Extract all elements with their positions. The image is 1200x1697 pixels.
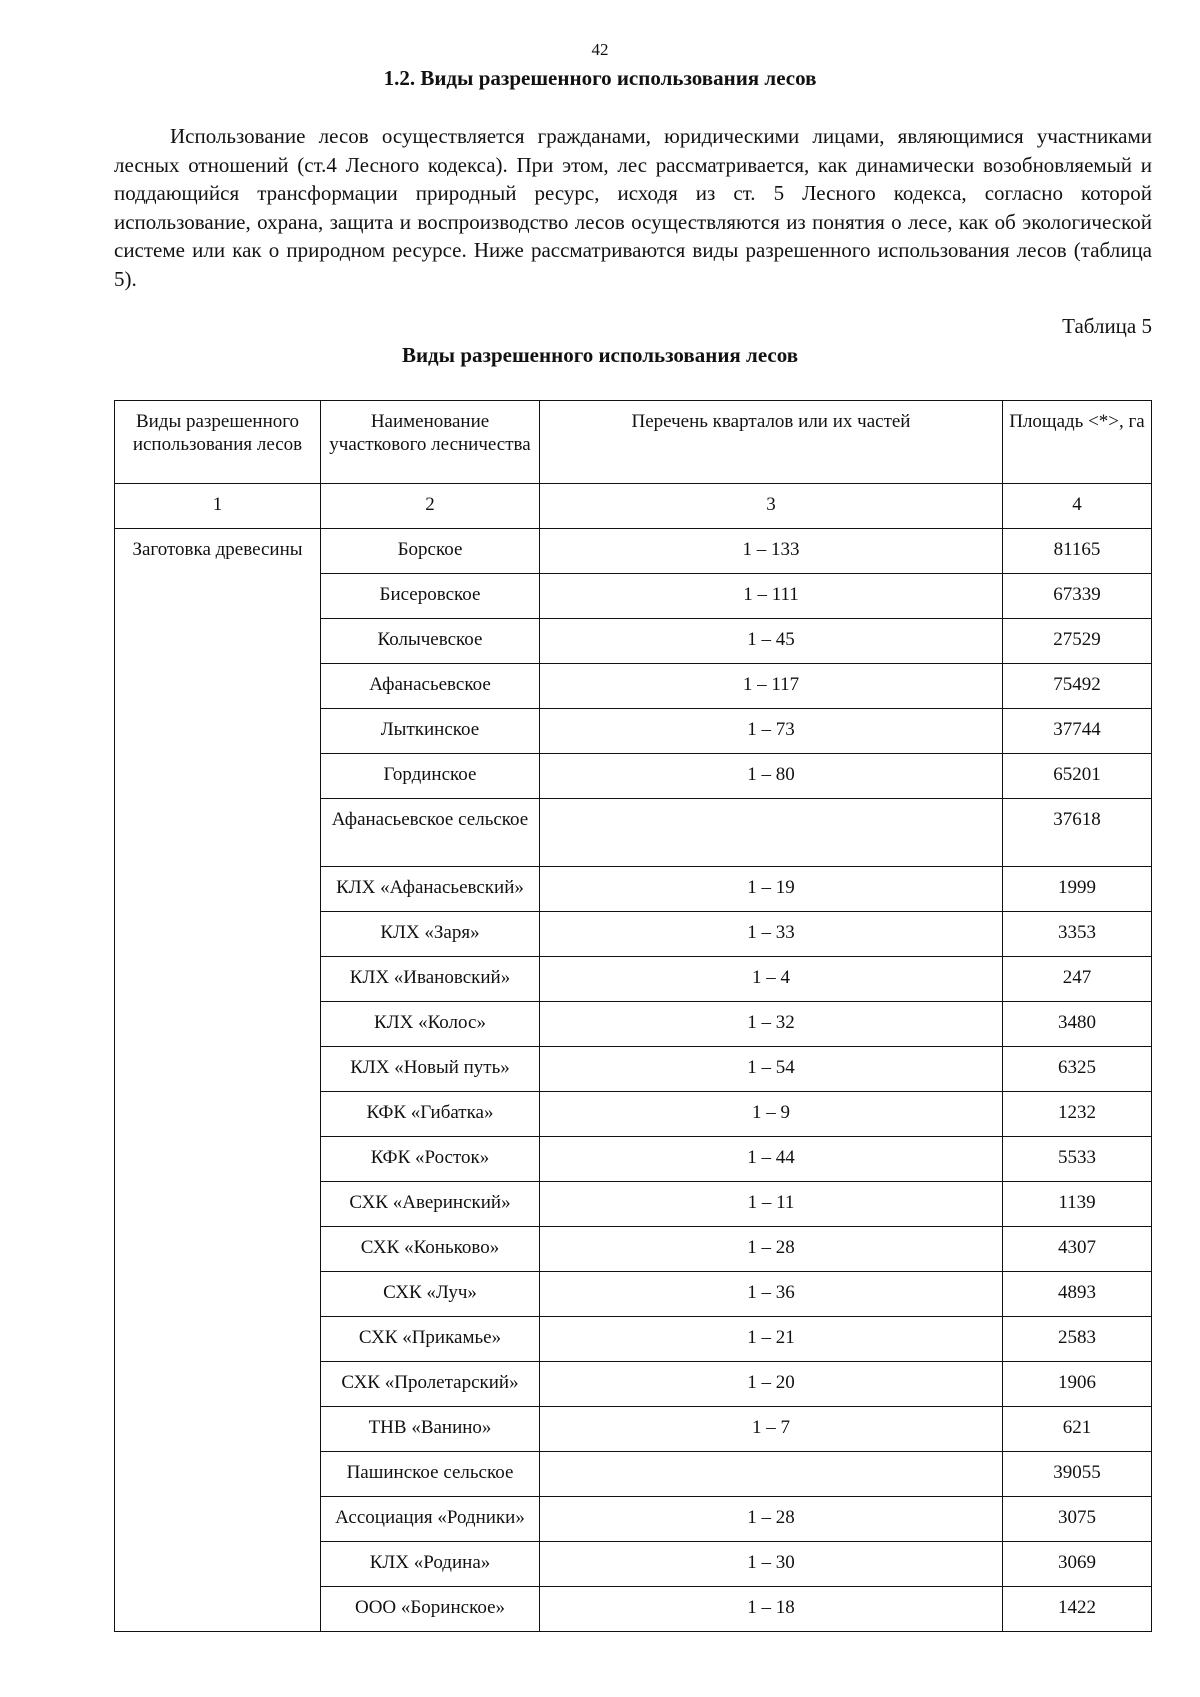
forestry-name-cell: Борское xyxy=(321,529,540,574)
header-use-type: Виды разрешенного использования лесов xyxy=(115,401,321,484)
quarters-cell: 1 – 80 xyxy=(540,754,1003,799)
area-cell: 1232 xyxy=(1003,1092,1152,1137)
quarters-cell: 1 – 54 xyxy=(540,1047,1003,1092)
forestry-name-cell: КФК «Росток» xyxy=(321,1137,540,1182)
forestry-name-cell: Бисеровское xyxy=(321,574,540,619)
quarters-cell: 1 – 32 xyxy=(540,1002,1003,1047)
forestry-name-cell: ООО «Боринское» xyxy=(321,1587,540,1632)
forestry-name-cell: Гординское xyxy=(321,754,540,799)
area-cell: 6325 xyxy=(1003,1047,1152,1092)
area-cell: 1422 xyxy=(1003,1587,1152,1632)
area-cell: 247 xyxy=(1003,957,1152,1002)
quarters-cell: 1 – 117 xyxy=(540,664,1003,709)
forestry-name-cell: Пашинское сельское xyxy=(321,1452,540,1497)
area-cell: 39055 xyxy=(1003,1452,1152,1497)
table-caption: Таблица 5 xyxy=(1062,314,1152,338)
quarters-cell: 1 – 33 xyxy=(540,912,1003,957)
area-cell: 67339 xyxy=(1003,574,1152,619)
quarters-cell: 1 – 111 xyxy=(540,574,1003,619)
section-title: 1.2. Виды разрешенного использования лесов xyxy=(383,66,817,90)
forestry-name-cell: СХК «Прикамье» xyxy=(321,1317,540,1362)
area-cell: 37618 xyxy=(1003,799,1152,867)
area-cell: 3353 xyxy=(1003,912,1152,957)
area-cell: 4893 xyxy=(1003,1272,1152,1317)
forest-use-table xyxy=(114,400,1152,1632)
area-cell: 1139 xyxy=(1003,1182,1152,1227)
forestry-name-cell: СХК «Коньково» xyxy=(321,1227,540,1272)
column-number-row xyxy=(115,484,1152,529)
quarters-cell: 1 – 19 xyxy=(540,867,1003,912)
area-cell: 2583 xyxy=(1003,1317,1152,1362)
table-header-row xyxy=(115,401,1152,484)
forestry-name-cell: Лыткинское xyxy=(321,709,540,754)
body-paragraph: Использование лесов осуществляется гражданами, юридическими лицами, являющимися участниками лесных отношений (ст.4 Лесного кодекса). При этом, лес рассматривается, как динамически возобновляемый и поддающийся трансформации природный ресурс, исходя из ст. 5 Лесного кодекса, согласно которой использование, охрана, защита и воспроизводство лесов осуществляются из понятия о лесе, как об экологической системе или как о природном ресурсе. Ниже рассматриваются виды разрешенного использования лесов (таблица 5). xyxy=(114,124,1152,291)
column-number: 2 xyxy=(321,484,540,529)
area-cell: 3480 xyxy=(1003,1002,1152,1047)
quarters-cell: 1 – 4 xyxy=(540,957,1003,1002)
forestry-name-cell: СХК «Луч» xyxy=(321,1272,540,1317)
area-cell: 5533 xyxy=(1003,1137,1152,1182)
quarters-cell: 1 – 45 xyxy=(540,619,1003,664)
area-cell: 3075 xyxy=(1003,1497,1152,1542)
area-cell: 1999 xyxy=(1003,867,1152,912)
quarters-cell xyxy=(540,799,1003,867)
forestry-name-cell: СХК «Пролетарский» xyxy=(321,1362,540,1407)
column-number: 3 xyxy=(540,484,1003,529)
forestry-name-cell: Ассоциация «Родники» xyxy=(321,1497,540,1542)
header-area: Площадь <*>, га xyxy=(1003,401,1152,484)
quarters-cell: 1 – 44 xyxy=(540,1137,1003,1182)
forestry-name-cell: КЛХ «Родина» xyxy=(321,1542,540,1587)
quarters-cell: 1 – 133 xyxy=(540,529,1003,574)
column-number: 1 xyxy=(115,484,321,529)
area-cell: 65201 xyxy=(1003,754,1152,799)
area-cell: 27529 xyxy=(1003,619,1152,664)
quarters-cell: 1 – 20 xyxy=(540,1362,1003,1407)
quarters-cell: 1 – 30 xyxy=(540,1542,1003,1587)
quarters-cell: 1 – 9 xyxy=(540,1092,1003,1137)
quarters-cell: 1 – 28 xyxy=(540,1497,1003,1542)
use-type-cell: Заготовка древесины xyxy=(115,529,321,1632)
header-forestry-name: Наименование участкового лесничества xyxy=(321,401,540,484)
quarters-cell: 1 – 28 xyxy=(540,1227,1003,1272)
area-cell: 621 xyxy=(1003,1407,1152,1452)
column-number: 4 xyxy=(1003,484,1152,529)
quarters-cell: 1 – 7 xyxy=(540,1407,1003,1452)
quarters-cell: 1 – 11 xyxy=(540,1182,1003,1227)
forestry-name-cell: КЛХ «Колос» xyxy=(321,1002,540,1047)
forestry-name-cell: КЛХ «Новый путь» xyxy=(321,1047,540,1092)
area-cell: 81165 xyxy=(1003,529,1152,574)
forestry-name-cell: КФК «Гибатка» xyxy=(321,1092,540,1137)
area-cell: 3069 xyxy=(1003,1542,1152,1587)
page-number: 42 xyxy=(591,40,609,59)
forestry-name-cell: Афанасьевское xyxy=(321,664,540,709)
forestry-name-cell: КЛХ «Ивановский» xyxy=(321,957,540,1002)
area-cell: 1906 xyxy=(1003,1362,1152,1407)
header-quarters: Перечень кварталов или их частей xyxy=(540,401,1003,484)
area-cell: 75492 xyxy=(1003,664,1152,709)
quarters-cell: 1 – 21 xyxy=(540,1317,1003,1362)
area-cell: 37744 xyxy=(1003,709,1152,754)
forestry-name-cell: ТНВ «Ванино» xyxy=(321,1407,540,1452)
quarters-cell xyxy=(540,1452,1003,1497)
forestry-name-cell: КЛХ «Заря» xyxy=(321,912,540,957)
table-title: Виды разрешенного использования лесов xyxy=(401,343,799,367)
forestry-name-cell: Колычевское xyxy=(321,619,540,664)
forestry-name-cell: КЛХ «Афанасьевский» xyxy=(321,867,540,912)
quarters-cell: 1 – 73 xyxy=(540,709,1003,754)
forestry-name-cell: СХК «Аверинский» xyxy=(321,1182,540,1227)
forestry-name-cell: Афанасьевское сельское xyxy=(321,799,540,867)
table-row xyxy=(115,529,1152,574)
area-cell: 4307 xyxy=(1003,1227,1152,1272)
quarters-cell: 1 – 18 xyxy=(540,1587,1003,1632)
quarters-cell: 1 – 36 xyxy=(540,1272,1003,1317)
